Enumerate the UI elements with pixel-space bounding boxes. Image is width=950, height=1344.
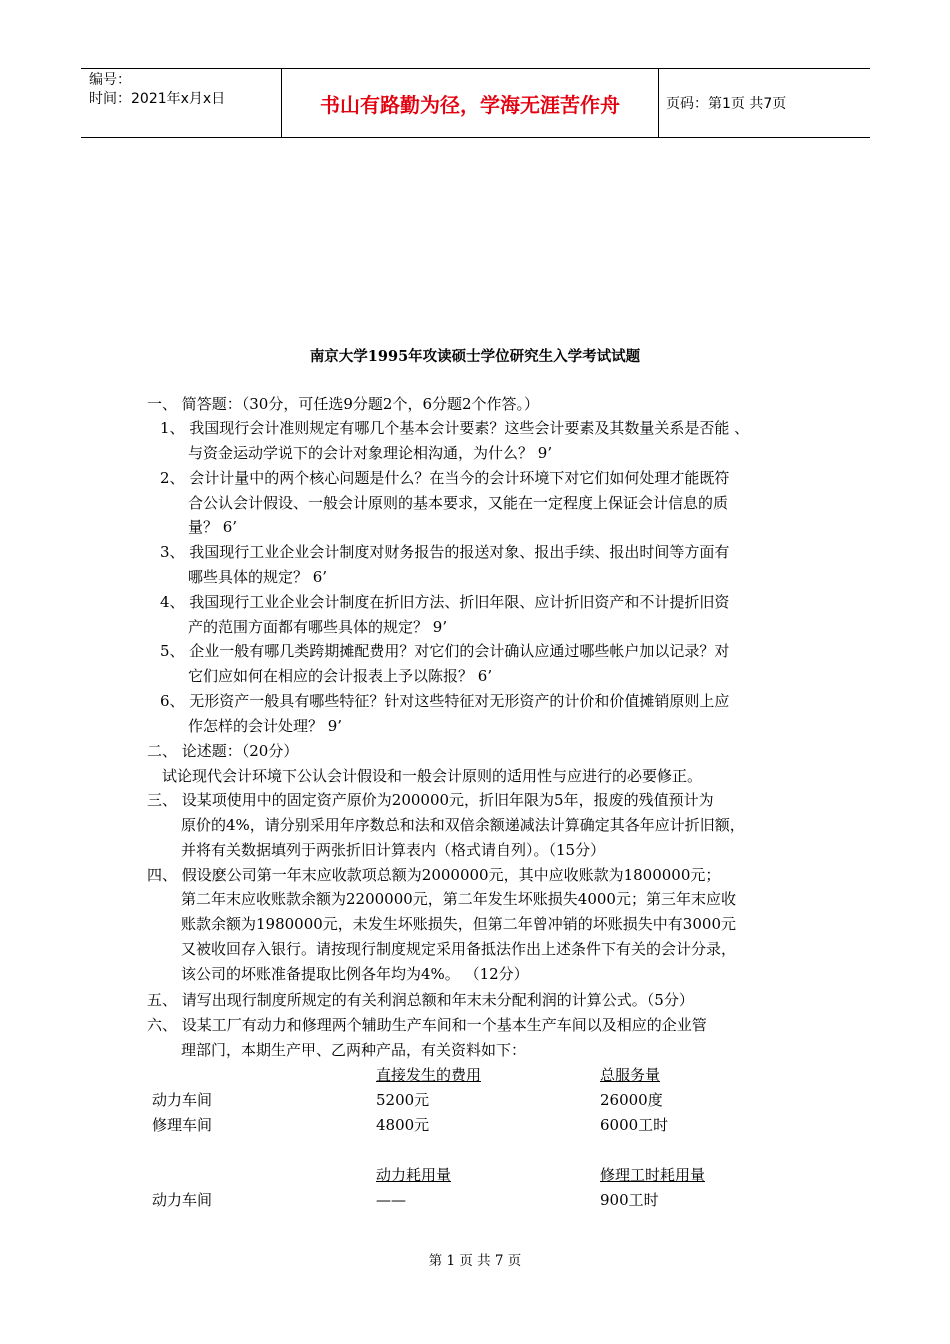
question-line: 并将有关数据填列于两张折旧计算表内（格式请自列）。（15分） bbox=[181, 841, 606, 859]
table-cell: —— bbox=[376, 1191, 406, 1209]
section-heading: 五、 请写出现行制度所规定的有关利润总额和年末未分配利润的计算公式。（5分） bbox=[147, 991, 694, 1009]
question-line: 6、 无形资产一般具有哪些特征？针对这些特征对无形资产的计价和价值摊销原则上应 bbox=[160, 692, 730, 710]
question-line: 3、 我国现行工业企业会计制度对财务报告的报送对象、报出手续、报出时间等方面有 bbox=[160, 543, 730, 561]
question-line: 产的范围方面都有哪些具体的规定？ 9’ bbox=[188, 618, 448, 636]
table-header: 动力耗用量 bbox=[376, 1166, 452, 1184]
section-heading: 二、 论述题：（20分） bbox=[147, 742, 299, 760]
question-line: 又被收回存入银行。请按现行制度规定采用备抵法作出上述条件下有关的会计分录， bbox=[181, 940, 737, 958]
question-line: 该公司的坏账准备提取比例各年均为4%。 （12分） bbox=[181, 965, 529, 983]
question-line: 原价的4%，请分别采用年序数总和法和双倍余额递减法计算确定其各年应计折旧额， bbox=[181, 816, 745, 834]
question-line: 第二年末应收账款余额为2200000元，第二年发生坏账损失4000元；第三年末应收 bbox=[181, 890, 736, 908]
page-header bbox=[81, 68, 870, 138]
table-cell: 900工时 bbox=[600, 1191, 659, 1209]
question-line: 账款余额为1980000元，未发生坏账损失，但第二年曾冲销的坏账损失中有3000元 bbox=[181, 915, 736, 933]
section-heading: 六、 设某工厂有动力和修理两个辅助生产车间和一个基本生产车间以及相应的企业管 bbox=[147, 1016, 707, 1034]
serial-number: 编号： bbox=[89, 72, 131, 88]
section-heading: 一、 简答题：（30分，可任选9分题2个，6分题2个作答。） bbox=[147, 395, 540, 413]
table-header: 修理工时耗用量 bbox=[600, 1166, 706, 1184]
page-footer: 第 1 页 共 7 页 bbox=[428, 1253, 522, 1269]
question-line: 5、 企业一般有哪几类跨期摊配费用？对它们的会计确认应通过哪些帐户加以记录？对 bbox=[160, 642, 730, 660]
question-line: 合公认会计假设、一般会计原则的基本要求，又能在一定程度上保证会计信息的质 bbox=[188, 494, 729, 512]
table-cell: 6000工时 bbox=[600, 1116, 669, 1134]
table-cell: 修理车间 bbox=[152, 1116, 213, 1134]
exam-title: 南京大学1995年攻读硕士学位研究生入学考试试题 bbox=[309, 348, 641, 365]
table-cell: 动力车间 bbox=[152, 1091, 213, 1109]
table-header: 直接发生的费用 bbox=[376, 1066, 482, 1084]
header-meta bbox=[81, 69, 281, 139]
table-header: 总服务量 bbox=[600, 1066, 661, 1084]
question-line: 试论现代会计环境下公认会计假设和一般会计原则的适用性与应进行的必要修正。 bbox=[162, 767, 703, 785]
question-line: 哪些具体的规定？ 6’ bbox=[188, 568, 328, 586]
question-line: 作怎样的会计处理？ 9’ bbox=[188, 717, 343, 735]
section-heading: 四、 假设麽公司第一年末应收款项总额为2000000元，其中应收账款为1800000元； bbox=[147, 866, 721, 884]
header-page-number: 页码：第1页 共7页 bbox=[666, 96, 787, 112]
question-line: 2、 会计计量中的两个核心问题是什么？在当今的会计环境下对它们如何处理才能既符 bbox=[160, 469, 730, 487]
question-line: 与资金运动学说下的会计对象理论相沟通，为什么？ 9’ bbox=[188, 444, 553, 462]
question-line: 理部门，本期生产甲、乙两种产品，有关资料如下： bbox=[181, 1041, 527, 1059]
header-motto: 书山有路勤为径，学海无涯苦作舟 bbox=[320, 92, 620, 117]
question-line: 量？ 6’ bbox=[188, 518, 238, 536]
table-cell: 26000度 bbox=[600, 1091, 663, 1109]
table-cell: 5200元 bbox=[376, 1091, 430, 1109]
section-heading: 三、 设某项使用中的固定资产原价为200000元，折旧年限为5年，报废的残值预计为 bbox=[147, 791, 714, 809]
table-cell: 4800元 bbox=[376, 1116, 430, 1134]
question-line: 4、 我国现行工业企业会计制度在折旧方法、折旧年限、应计折旧资产和不计提折旧资 bbox=[160, 593, 730, 611]
question-line: 它们应如何在相应的会计报表上予以陈报？ 6’ bbox=[188, 667, 493, 685]
header-divider bbox=[658, 69, 659, 137]
question-line: 1、 我国现行会计准则规定有哪几个基本会计要素？这些会计要素及其数量关系是否能 、 bbox=[160, 419, 750, 437]
table-cell: 动力车间 bbox=[152, 1191, 213, 1209]
date-line: 时间：2021年x月x日 bbox=[89, 91, 226, 107]
